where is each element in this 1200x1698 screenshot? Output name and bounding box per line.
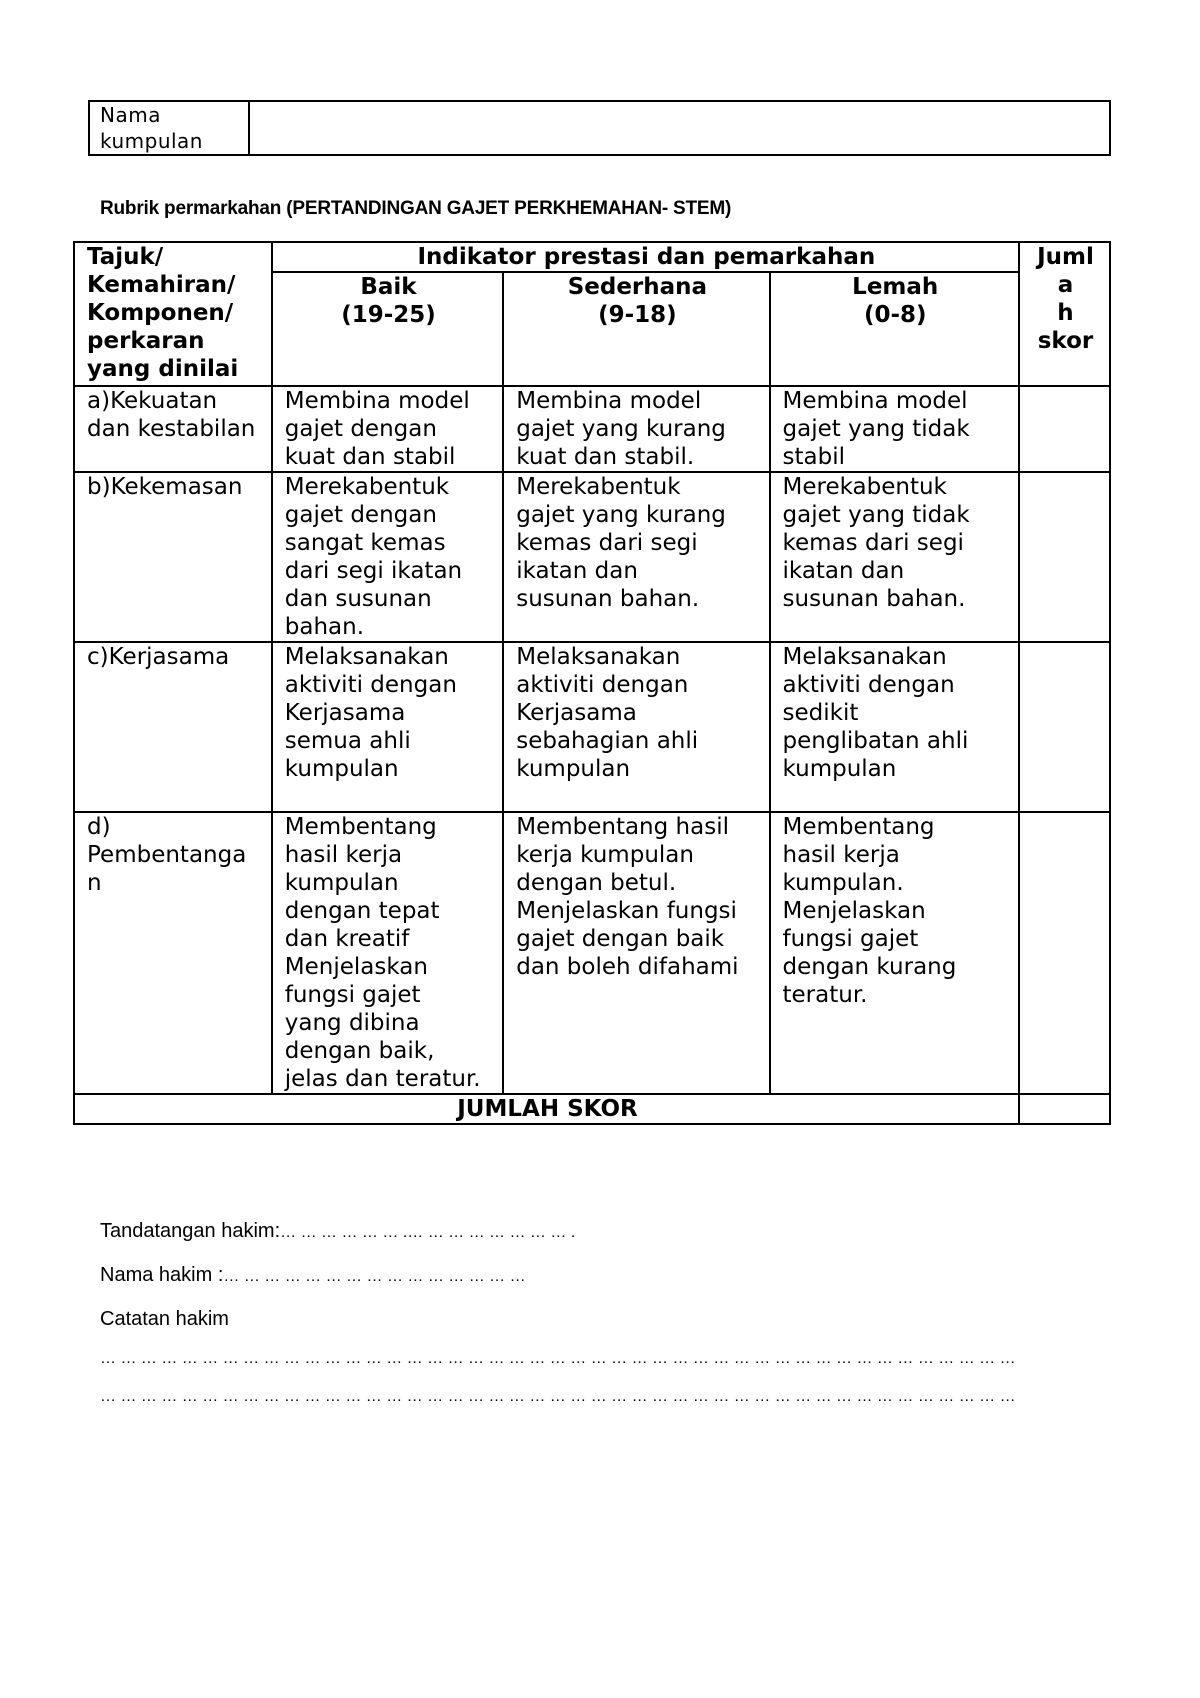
lemah-cell: Membentang hasil kerja kumpulan. Menjelaskan fungsi gajet dengan kurang teratur. [770,812,1019,1094]
sederhana-cell: Membentang hasil kerja kumpulan dengan betul. Menjelaskan fungsi gajet dengan baik dan boleh difahami [503,812,769,1094]
baik-cell: Membina model gajet dengan kuat dan stabil [272,386,503,472]
topic-header: Tajuk/ Kemahiran/ Komponen/ perkaran yang dinilai [74,242,272,386]
score-cell[interactable] [1019,812,1110,1094]
lemah-cell: Membina model gajet yang tidak stabil [770,386,1019,472]
group-name-label: Nama kumpulan [89,101,249,155]
rubric-title: Rubrik permarkahan (PERTANDINGAN GAJET PERKHEMAHAN- STEM) [100,198,732,219]
judge-notes-label: Catatan hakim [100,1308,229,1330]
topic-cell: b)Kekemasan [74,472,272,642]
table-row [74,642,1110,812]
level-header-lemah [770,272,1019,386]
judge-name-field[interactable]: … … … … … … … … … … … … … … … [223,1268,526,1285]
sederhana-cell: Membina model gajet yang kurang kuat dan stabil. [503,386,769,472]
table-row [74,386,1110,472]
topic-cell: a)Kekuatan dan kestabilan [74,386,272,472]
total-score-cell[interactable] [1019,1094,1110,1124]
table-row [74,812,1110,1094]
level-name: Baik [360,274,417,300]
score-cell[interactable] [1019,642,1110,812]
indicator-header: Indikator prestasi dan pemarkahan [272,242,1019,272]
level-range: (0-8) [863,302,927,328]
lemah-cell: Merekabentuk gajet yang tidak kemas dari segi ikatan dan susunan bahan. [770,472,1019,642]
group-name-field[interactable] [249,101,1110,155]
signature-line [100,1220,575,1243]
judge-notes-line-1[interactable]: … … … … … … … … … … … … … … … … … … … … … … … … … … … … … … … … … … … … … … … … … … … … … [100,1350,1016,1367]
total-row [74,1094,1110,1124]
signature-field[interactable]: … … … … … … .… … … … … … … … . [280,1224,576,1241]
baik-cell: Membentang hasil kerja kumpulan dengan tepat dan kreatif Menjelaskan fungsi gajet yang dibina dengan baik, jelas dan teratur. [272,812,503,1094]
baik-cell: Melaksanakan aktiviti dengan Kerjasama semua ahli kumpulan [272,642,503,812]
score-cell[interactable] [1019,472,1110,642]
level-header-sederhana [503,272,769,386]
level-range: (19-25) [341,302,436,328]
topic-cell: c)Kerjasama [74,642,272,812]
baik-cell: Merekabentuk gajet dengan sangat kemas dari segi ikatan dan susunan bahan. [272,472,503,642]
lemah-cell: Melaksanakan aktiviti dengan sedikit penglibatan ahli kumpulan [770,642,1019,812]
level-header-baik [272,272,503,386]
level-range: (9-18) [598,302,677,328]
judge-notes-line-2[interactable]: … … … … … … … … … … … … … … … … … … … … … … … … … … … … … … … … … … … … … … … … … … … … … [100,1388,1016,1405]
level-name: Sederhana [567,274,708,300]
group-name-table [88,100,1111,156]
level-name: Lemah [852,274,939,300]
sederhana-cell: Merekabentuk gajet yang kurang kemas dari segi ikatan dan susunan bahan. [503,472,769,642]
sederhana-cell: Melaksanakan aktiviti dengan Kerjasama sebahagian ahli kumpulan [503,642,769,812]
judge-name-line [100,1264,526,1287]
topic-cell: d) Pembentanga n [74,812,272,1094]
table-row [74,472,1110,642]
signature-label: Tandatangan hakim: [100,1220,281,1242]
judge-name-label: Nama hakim : [100,1264,224,1286]
score-cell[interactable] [1019,386,1110,472]
score-header: Jumla h skor [1019,242,1110,386]
rubric-table [73,241,1111,1125]
total-label: JUMLAH SKOR [74,1094,1019,1124]
